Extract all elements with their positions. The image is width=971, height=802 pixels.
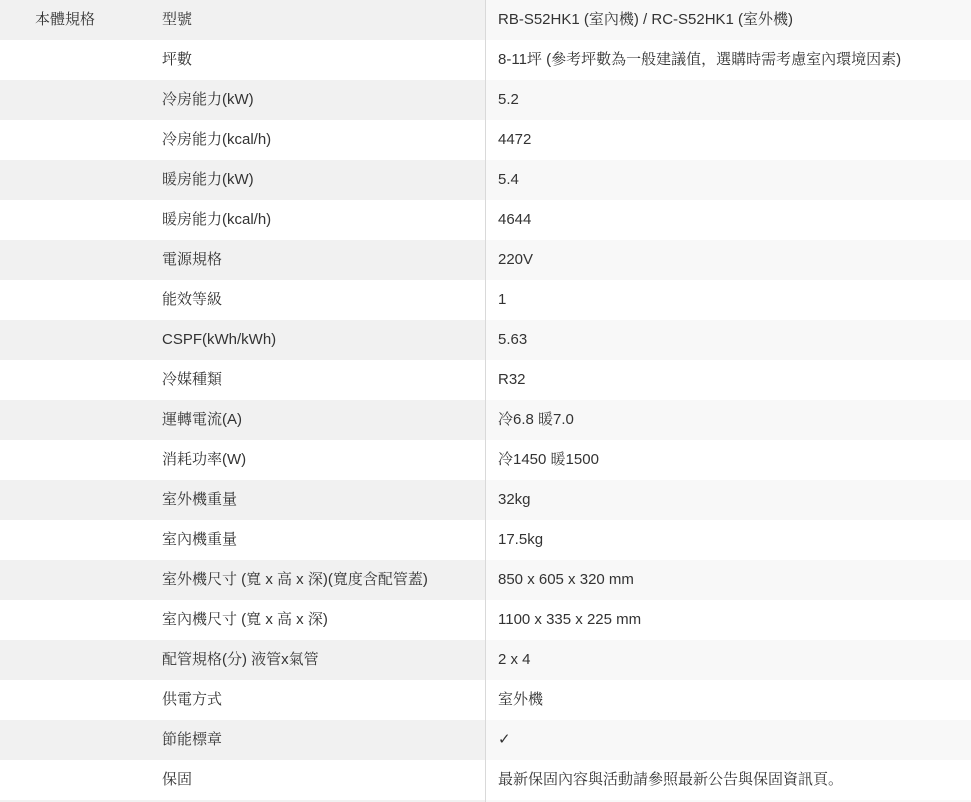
spec-row-left bbox=[0, 640, 485, 680]
spec-label: 冷房能力(kcal/h) bbox=[162, 131, 272, 148]
spec-value: 冷6.8 暖7.0 bbox=[485, 400, 971, 440]
spec-row bbox=[0, 160, 971, 200]
spec-label: 暖房能力(kW) bbox=[162, 171, 254, 188]
category-label bbox=[0, 560, 162, 600]
spec-label: 供電方式 bbox=[162, 691, 223, 708]
spec-value: 2 x 4 bbox=[485, 640, 971, 680]
category-label bbox=[0, 40, 162, 80]
spec-row bbox=[0, 560, 971, 600]
spec-label: 冷房能力(kW) bbox=[162, 91, 254, 108]
spec-row bbox=[0, 280, 971, 320]
spec-row bbox=[0, 640, 971, 680]
spec-label: 能效等級 bbox=[162, 291, 223, 308]
category-label bbox=[0, 360, 162, 400]
spec-row bbox=[0, 80, 971, 120]
spec-value: 850 x 605 x 320 mm bbox=[485, 560, 971, 600]
spec-label: 室外機尺寸 (寬 x 高 x 深)(寬度含配管蓋) bbox=[162, 571, 428, 588]
category-label bbox=[0, 600, 162, 640]
category-label bbox=[0, 480, 162, 520]
category-label bbox=[0, 680, 162, 720]
spec-row-left bbox=[0, 160, 485, 200]
spec-value: R32 bbox=[485, 360, 971, 400]
spec-row bbox=[0, 720, 971, 760]
spec-value: 室外機 bbox=[485, 680, 971, 720]
spec-value: 5.4 bbox=[485, 160, 971, 200]
spec-label: 暖房能力(kcal/h) bbox=[162, 211, 272, 228]
spec-row bbox=[0, 0, 971, 40]
spec-row-left bbox=[0, 280, 485, 320]
spec-row bbox=[0, 600, 971, 640]
spec-value: 5.2 bbox=[485, 80, 971, 120]
spec-row-left bbox=[0, 0, 485, 40]
spec-row-left bbox=[0, 80, 485, 120]
spec-value: 4472 bbox=[485, 120, 971, 160]
spec-row-left bbox=[0, 440, 485, 480]
spec-row-left bbox=[0, 520, 485, 560]
spec-row bbox=[0, 120, 971, 160]
spec-label: 節能標章 bbox=[162, 731, 223, 748]
spec-value: 最新保固內容與活動請參照最新公告與保固資訊頁。 bbox=[485, 760, 971, 800]
category-label bbox=[0, 400, 162, 440]
checkmark-icon: ✓ bbox=[485, 720, 971, 760]
spec-row bbox=[0, 200, 971, 240]
category-label bbox=[0, 240, 162, 280]
spec-label: 室內機重量 bbox=[162, 531, 238, 548]
spec-row bbox=[0, 240, 971, 280]
spec-row-left bbox=[0, 600, 485, 640]
category-label bbox=[0, 80, 162, 120]
spec-row-left bbox=[0, 720, 485, 760]
spec-row-left bbox=[0, 240, 485, 280]
category-label: 本體規格 bbox=[35, 11, 96, 28]
spec-label: 室內機尺寸 (寬 x 高 x 深) bbox=[162, 611, 328, 628]
category-label bbox=[0, 320, 162, 360]
category-label bbox=[0, 520, 162, 560]
spec-label: 電源規格 bbox=[162, 251, 223, 268]
spec-row-left bbox=[0, 560, 485, 600]
spec-value: 5.63 bbox=[485, 320, 971, 360]
spec-row-left bbox=[0, 360, 485, 400]
spec-row-left bbox=[0, 40, 485, 80]
spec-row-left bbox=[0, 480, 485, 520]
category-label bbox=[0, 160, 162, 200]
spec-value: 4644 bbox=[485, 200, 971, 240]
spec-label: 消耗功率(W) bbox=[162, 451, 247, 468]
spec-row bbox=[0, 400, 971, 440]
spec-row-left bbox=[0, 400, 485, 440]
spec-label: 冷媒種類 bbox=[162, 371, 223, 388]
spec-row bbox=[0, 40, 971, 80]
spec-row bbox=[0, 440, 971, 480]
spec-label: 運轉電流(A) bbox=[162, 411, 242, 428]
spec-label: CSPF(kWh/kWh) bbox=[162, 331, 277, 348]
spec-label: 坪數 bbox=[162, 51, 193, 68]
spec-value: 32kg bbox=[485, 480, 971, 520]
spec-row bbox=[0, 760, 971, 800]
spec-value: 1100 x 335 x 225 mm bbox=[485, 600, 971, 640]
spec-value: 1 bbox=[485, 280, 971, 320]
category-label bbox=[0, 120, 162, 160]
spec-row-left bbox=[0, 200, 485, 240]
spec-row bbox=[0, 480, 971, 520]
spec-value: 8-11坪 (參考坪數為一般建議值，選購時需考慮室內環境因素) bbox=[485, 40, 971, 80]
spec-value: RB-S52HK1 (室內機) / RC-S52HK1 (室外機) bbox=[485, 0, 971, 40]
spec-row bbox=[0, 320, 971, 360]
category-label bbox=[0, 760, 162, 800]
spec-row-left bbox=[0, 760, 485, 800]
spec-value: 冷1450 暖1500 bbox=[485, 440, 971, 480]
spec-row-left bbox=[0, 120, 485, 160]
category-label bbox=[0, 640, 162, 680]
spec-label: 配管規格(分) 液管x氣管 bbox=[162, 651, 319, 668]
spec-row bbox=[0, 360, 971, 400]
spec-label: 保固 bbox=[162, 771, 193, 788]
spec-row-left bbox=[0, 320, 485, 360]
category-label bbox=[0, 720, 162, 760]
spec-label: 型號 bbox=[162, 11, 193, 28]
spec-value: 220V bbox=[485, 240, 971, 280]
category-label bbox=[0, 280, 162, 320]
spec-row bbox=[0, 680, 971, 720]
category-label bbox=[0, 200, 162, 240]
spec-value: 17.5kg bbox=[485, 520, 971, 560]
spec-row-left bbox=[0, 680, 485, 720]
spec-label: 室外機重量 bbox=[162, 491, 238, 508]
category-label bbox=[0, 440, 162, 480]
spec-row bbox=[0, 520, 971, 560]
